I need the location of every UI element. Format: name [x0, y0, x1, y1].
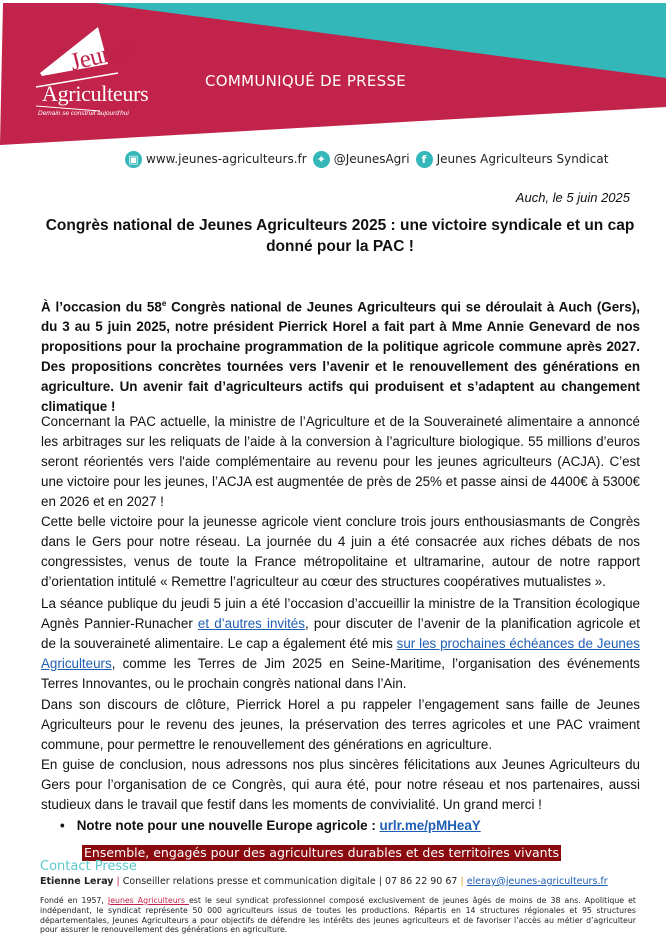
header-banner: [0, 0, 670, 150]
contact-line: [40, 876, 608, 887]
echeances-link[interactable]: sur les prochaines échéances de Jeunes Agriculteurs: [41, 636, 640, 671]
contact-role: Conseiller relations presse et communication digitale: [122, 876, 376, 887]
paragraph-pac: Concernant la PAC actuelle, la ministre de l’Agriculture et de la Souveraineté alimentaire a annoncé les arbitrages sur les reliquats de l’aide à la conversion à l’agriculture biologique. 55 millions d’euros seront réorientés vers l'aide complémentaire au revenu pour les jeunes agriculteurs (ACJA). C’est une victoire pour les jeunes, l’ACJA est augmentée de près de 25% et passe ainsi de 4400€ à 5300€ en 2026 et en 2027 !: [41, 414, 640, 509]
facebook-label: Jeunes Agriculteurs Syndicat: [436, 152, 609, 166]
invites-link[interactable]: et d’autres invités: [197, 616, 305, 631]
contact-email-link[interactable]: eleray@jeunes-agriculteurs.fr: [466, 876, 608, 887]
date-line: Auch, le 5 juin 2025: [515, 190, 630, 205]
contact-title: Contact Presse: [40, 859, 137, 874]
lead-text-end: Congrès national de Jeunes Agriculteurs qui se déroulait à Auch (Gers), du 3 au 5 juin 2025, notre président Pierrick Horel a fait part à Mme Annie Genevard de nos propositions pour la prochaine programmation de la politique agricole commune après 2027. Des propositions concrètes tournées vers l’avenir et le renouvellement des générations en agriculture. Un avenir fait d’agriculteurs actifs qui produisent et s’adaptent au changement climatique !: [41, 299, 641, 415]
footer-about: [40, 896, 636, 935]
p3-text-1: La séance publique du jeudi 5 juin a été l’occasion d’accueillir la ministre de la Transition écologique Agnès Pannier-Runacher: [41, 596, 640, 631]
footer-ja-link[interactable]: Jeunes Agriculteurs: [107, 896, 189, 905]
paragraph-seance: [41, 594, 640, 694]
document-title: Congrès national de Jeunes Agriculteurs 2025 : une victoire syndicale et un cap donné pour la PAC !: [45, 217, 635, 255]
website-link[interactable]: [125, 151, 307, 168]
twitter-link[interactable]: [313, 151, 410, 168]
facebook-icon: f: [416, 151, 433, 168]
footer-text-1: Fondé en 1957,: [40, 896, 108, 905]
paragraph-congres: Cette belle victoire pour la jeunesse agricole vient conclure trois jours enthousiasmants de Congrès dans le Gers pour notre réseau. La journée du 4 juin a été consacrée aux riches débats de nos congressistes, venus de toute la France métropolitaine et ultramarine, autour de notre rapport d’orientation intitulé « Remettre l’agriculteur au cœur des structures coopératives mutualistes ».: [41, 514, 640, 589]
separator: |: [116, 876, 120, 887]
lead-superscript: e: [161, 299, 167, 308]
logo-word-jeunes: Jeunes: [67, 34, 136, 77]
logo-word-agriculteurs: Agriculteurs: [42, 81, 149, 106]
separator: |: [378, 876, 382, 887]
contact-name: Etienne Leray: [40, 876, 114, 887]
web-icon: ▣: [125, 151, 142, 168]
lead-paragraph: [41, 294, 640, 417]
logo-tagline: Demain se construit aujourd'hui: [38, 110, 129, 117]
separator: |: [460, 876, 464, 887]
p3-text-3: , comme les Terres de Jim 2025 en Seine-Maritime, l’organisation des événements Terres Innovantes, ou le prochain congrès national dans l’Ain.: [41, 656, 640, 691]
contact-phone: 07 86 22 90 67: [384, 876, 458, 887]
bullet-marker: •: [60, 818, 65, 833]
press-release-title: COMMUNIQUÉ DE PRESSE: [205, 72, 407, 90]
twitter-icon: ✦: [313, 151, 330, 168]
paragraph-discours: Dans son discours de clôture, Pierrick Horel a pu rappeler l’engagement sans faille de Jeunes Agriculteurs pour le revenu des jeunes, la préservation des terres agricoles et une PAC vraiment commune, pour permettre le renouvellement des générations en agriculture.: [41, 697, 640, 752]
lead-text-start: À l’occasion du 58: [41, 299, 162, 315]
bullet-text: Notre note pour une nouvelle Europe agricole :: [76, 818, 380, 833]
twitter-label: @JeunesAgri: [333, 152, 410, 166]
bullet-item: [60, 818, 481, 833]
website-label: www.jeunes-agriculteurs.fr: [146, 152, 307, 166]
slogan-banner: Ensemble, engagés pour des agricultures durables et des territoires vivants: [84, 845, 559, 860]
footer-text-2: est le seul syndicat professionnel composé exclusivement de jeunes âgés de moins de 38 ans. Apolitique et indépendant, le syndicat représente 50 000 agriculteurs issus de toutes les productions. Répartis en 14 structures régionales et 95 structures départementales, Jeunes Agriculteurs a pour objectifs de défendre les intérêts des jeunes agriculteurs et de favoriser l’accès au métier d’agriculteur pour assurer le renouvellement des générations en agriculture.: [40, 896, 636, 935]
paragraph-conclusion: En guise de conclusion, nous adressons nos plus sincères félicitations aux Jeunes Agriculteurs du Gers pour l’organisation de ce Congrès, qui aura été, pour notre réseau et nos partenaires, aussi studieux dans le travail que festif dans les moments de convivialité. Un grand merci !: [41, 757, 640, 812]
logo[interactable]: [30, 28, 160, 128]
note-link[interactable]: urlr.me/pMHeaY: [379, 818, 481, 833]
social-links: [125, 149, 614, 169]
p3-text-2: , pour discuter de l’avenir de la planification agricole et de la souveraineté alimentaire. Le cap a également été mis: [41, 616, 641, 651]
facebook-link[interactable]: [416, 151, 609, 168]
